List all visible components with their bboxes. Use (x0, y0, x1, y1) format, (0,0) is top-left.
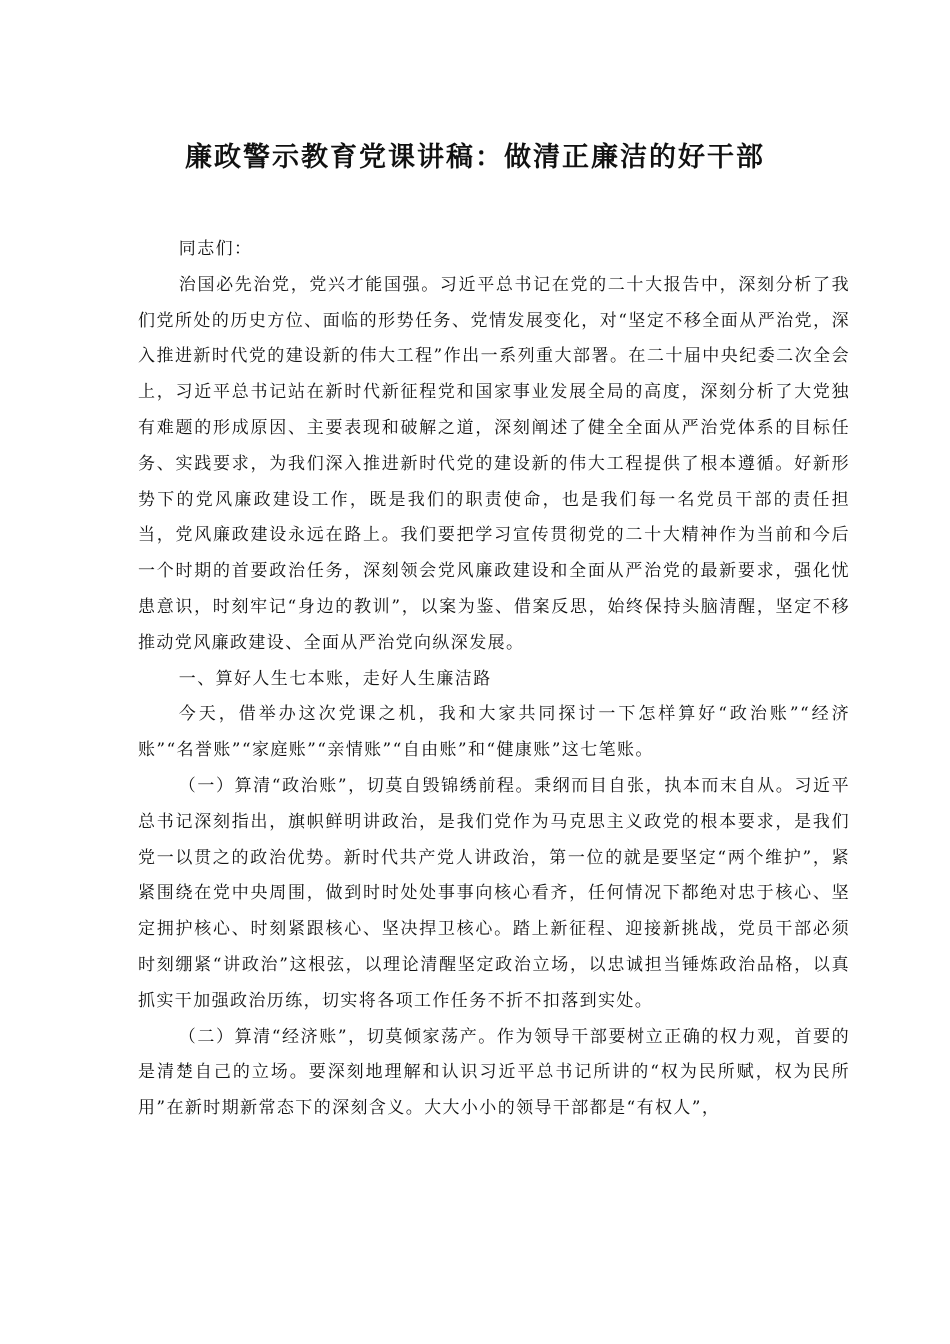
salutation-paragraph: 同志们： (178, 239, 253, 259)
document-body (138, 232, 850, 1127)
intro-paragraph: 治国必先治党，党兴才能国强。习近平总书记在党的二十大报告中，深刻分析了我们党所处的历史方位、面临的形势任务、党情发展变化，对“坚定不移全面从严治党，深入推进新时代党的建设新的伟大工程”作出一系列重大部署。在二十届中央纪委二次全会上，习近平总书记站在新时代新征程党和国家事业发展全局的高度，深刻分析了大党独有难题的形成原因、主要表现和破解之道，深刻阐述了健全全面从严治党体系的目标任务、实践要求，为我们深入推进新时代党的建设新的伟大工程提供了根本遵循。好新形势下的党风廉政建设工作，既是我们的职责使命，也是我们每一名党员干部的责任担当，党风廉政建设永远在路上。我们要把学习宣传贯彻党的二十大精神作为当前和今后一个时期的首要政治任务，深刻领会党风廉政建设和全面从严治党的最新要求，强化忧患意识，时刻牢记“身边的教训”，以案为鉴、借案反思，始终保持头脑清醒，坚定不移推动党风廉政建设、全面从严治党向纵深发展。 (138, 274, 850, 653)
body-paragraph: （一）算清“政治账”，切莫自毁锦绣前程。秉纲而目自张，执本而末自从。习近平总书记深刻指出，旗帜鲜明讲政治，是我们党作为马克思主义政党的根本要求，是我们党一以贯之的政治优势。新时代共产党人讲政治，第一位的就是要坚定“两个维护”，紧紧围绕在党中央周围，做到时时处处事事向核心看齐，任何情况下都绝对忠于核心、坚定拥护核心、时刻紧跟核心、坚决捍卫核心。踏上新征程、迎接新挑战，党员干部必须时刻绷紧“讲政治”这根弦，以理论清醒坚定政治立场，以忠诚担当锤炼政治品格，以真抓实干加强政治历练，切实将各项工作任务不折不扣落到实处。 (138, 775, 850, 1011)
body-paragraph: 今天，借举办这次党课之机，我和大家共同探讨一下怎样算好“政治账”“经济账”“名誉账”“家庭账”“亲情账”“自由账”和“健康账”这七笔账。 (138, 704, 850, 761)
section-heading: 一、算好人生七本账，走好人生廉洁路 (178, 668, 492, 689)
document-title: 廉政警示教育党课讲稿：做清正廉洁的好干部 (185, 142, 765, 173)
body-paragraph: （二）算清“经济账”，切莫倾家荡产。作为领导干部要树立正确的权力观，首要的是清楚自己的立场。要深刻地理解和认识习近平总书记所讲的“权为民所赋，权为民所用”在新时期新常态下的深刻含义。大大小小的领导干部都是“有权人”， (138, 1026, 850, 1119)
